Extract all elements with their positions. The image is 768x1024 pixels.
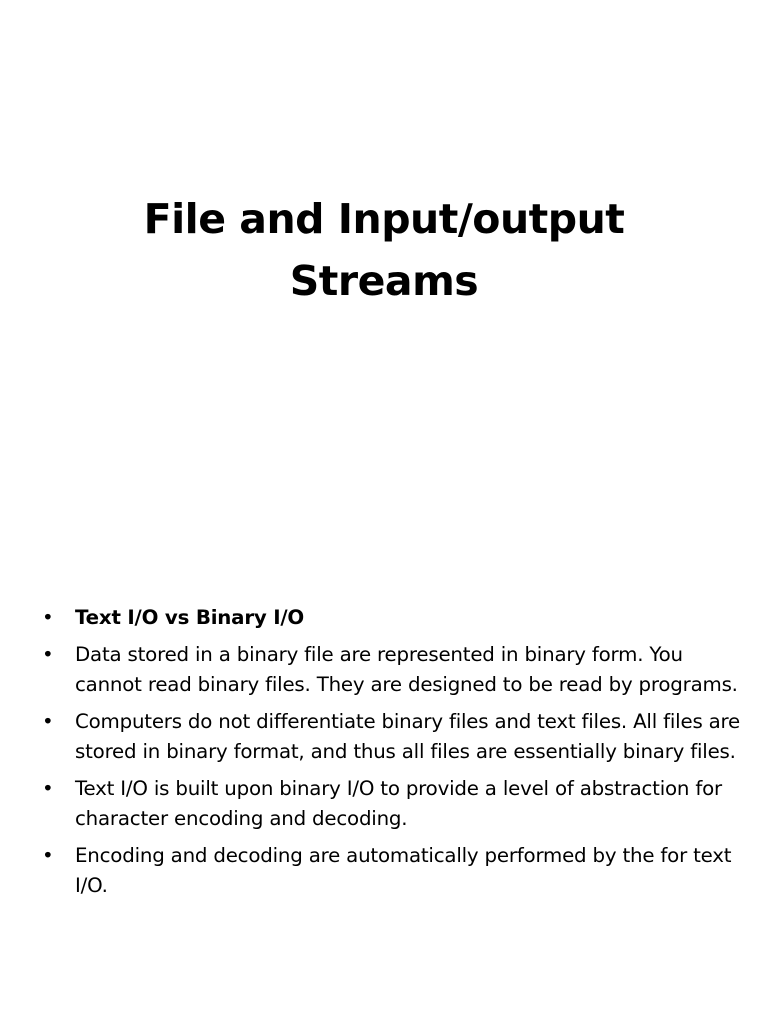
bullet-dot-icon: •	[42, 710, 54, 733]
bullet-item	[40, 640, 748, 700]
bullet-item	[40, 841, 748, 901]
bullet-dot-icon: •	[42, 606, 54, 629]
bullet-text: Data stored in a binary file are represented in binary form. You cannot read binary files. They are designed to be read by programs.	[75, 643, 738, 696]
bullet-text: Encoding and decoding are automatically performed by the for text I/O.	[75, 844, 732, 897]
bullet-text: Text I/O vs Binary I/O	[75, 606, 305, 629]
slide-title	[0, 188, 768, 312]
bullet-dot-icon: •	[42, 643, 54, 666]
bullet-dot-icon: •	[42, 844, 54, 867]
bullet-item	[40, 774, 748, 834]
title-line-2: Streams	[289, 257, 479, 305]
bullet-dot-icon: •	[42, 777, 54, 800]
bullet-text: Computers do not differentiate binary files and text files. All files are stored in binary format, and thus all files are essentially binary files.	[75, 710, 741, 763]
title-line-1: File and Input/output	[143, 195, 625, 243]
bullet-text: Text I/O is built upon binary I/O to provide a level of abstraction for character encoding and decoding.	[75, 777, 722, 830]
bullet-item	[40, 707, 748, 767]
bullet-list	[40, 603, 748, 908]
bullet-item	[40, 603, 748, 633]
